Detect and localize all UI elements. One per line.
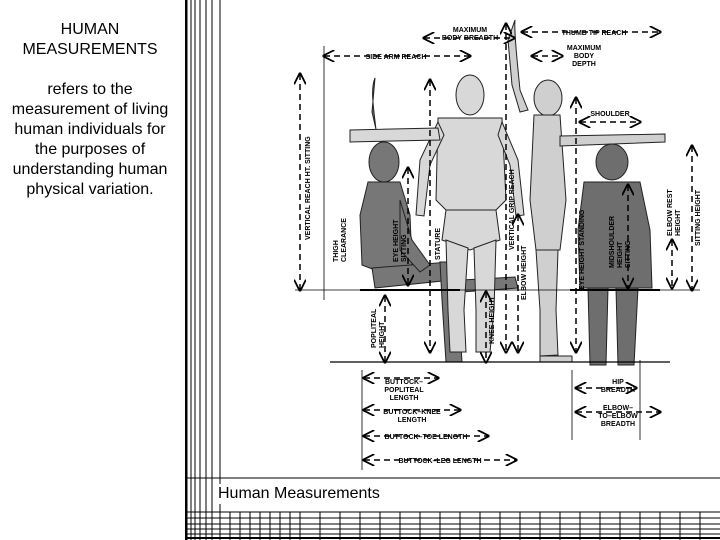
label-thumb-tip-reach: THUMB TIP REACH	[561, 30, 627, 37]
figure-caption: Human Measurements	[213, 484, 385, 504]
label-side-arm-reach: SIDE ARM REACH	[365, 54, 427, 61]
slide-heading: HUMAN MEASUREMENTS	[22, 21, 158, 58]
label-stature: STATURE	[435, 227, 442, 260]
label-knee-height: KNEE HEIGHT	[489, 296, 496, 344]
label-midshoulder-height: MIDSHOULDERHEIGHTSITTING	[609, 215, 632, 268]
label-buttock-toe: BUTTOCK–TOE LENGTH	[384, 434, 468, 441]
label-eye-height-standing: EYE HEIGHT STANDING	[579, 209, 586, 290]
label-sitting-height: SITTING HEIGHT	[695, 190, 702, 246]
label-hip-breadth: HIP BREADTH	[600, 379, 636, 394]
label-buttock-popliteal: BUTTOCK– POPLITEAL LENGTH	[384, 379, 424, 402]
label-buttock-leg: BUTTOCK–LEG LENGTH	[398, 458, 482, 465]
label-elbow-rest-height: ELBOW RESTHEIGHT	[667, 189, 682, 236]
label-vertical-grip-reach: VERTICAL GRIP REACH	[509, 169, 516, 250]
label-elbow-to-elbow: ELBOW– TO–ELBOW BREADTH	[598, 405, 638, 428]
label-vertical-reach-sitting: VERTICAL REACH HT. SITTING	[305, 136, 312, 240]
slide-description: refers to the measurement of living human individuals for the purposes of understanding human physical variation.	[11, 81, 169, 198]
label-max-body-breadth: MAXIMUM BODY BREADTH	[441, 27, 499, 42]
label-shoulder: SHOULDER	[590, 111, 630, 118]
label-max-body-depth: MAXIMUM BODY DEPTH	[566, 45, 602, 68]
label-popliteal-height: POPLITEALHEIGHT	[371, 308, 386, 348]
label-thigh-clearance: THIGHCLEARANCE	[333, 218, 348, 262]
label-eye-height-sitting: EYE HEIGHTSITTING	[393, 219, 408, 262]
bottom-ticks	[230, 512, 700, 540]
label-elbow-height: ELBOW HEIGHT	[521, 245, 528, 300]
anthropometry-diagram	[185, 0, 720, 540]
slide-text-panel	[0, 0, 180, 200]
label-buttock-knee: BUTTOCK–KNEE LENGTH	[383, 409, 441, 424]
